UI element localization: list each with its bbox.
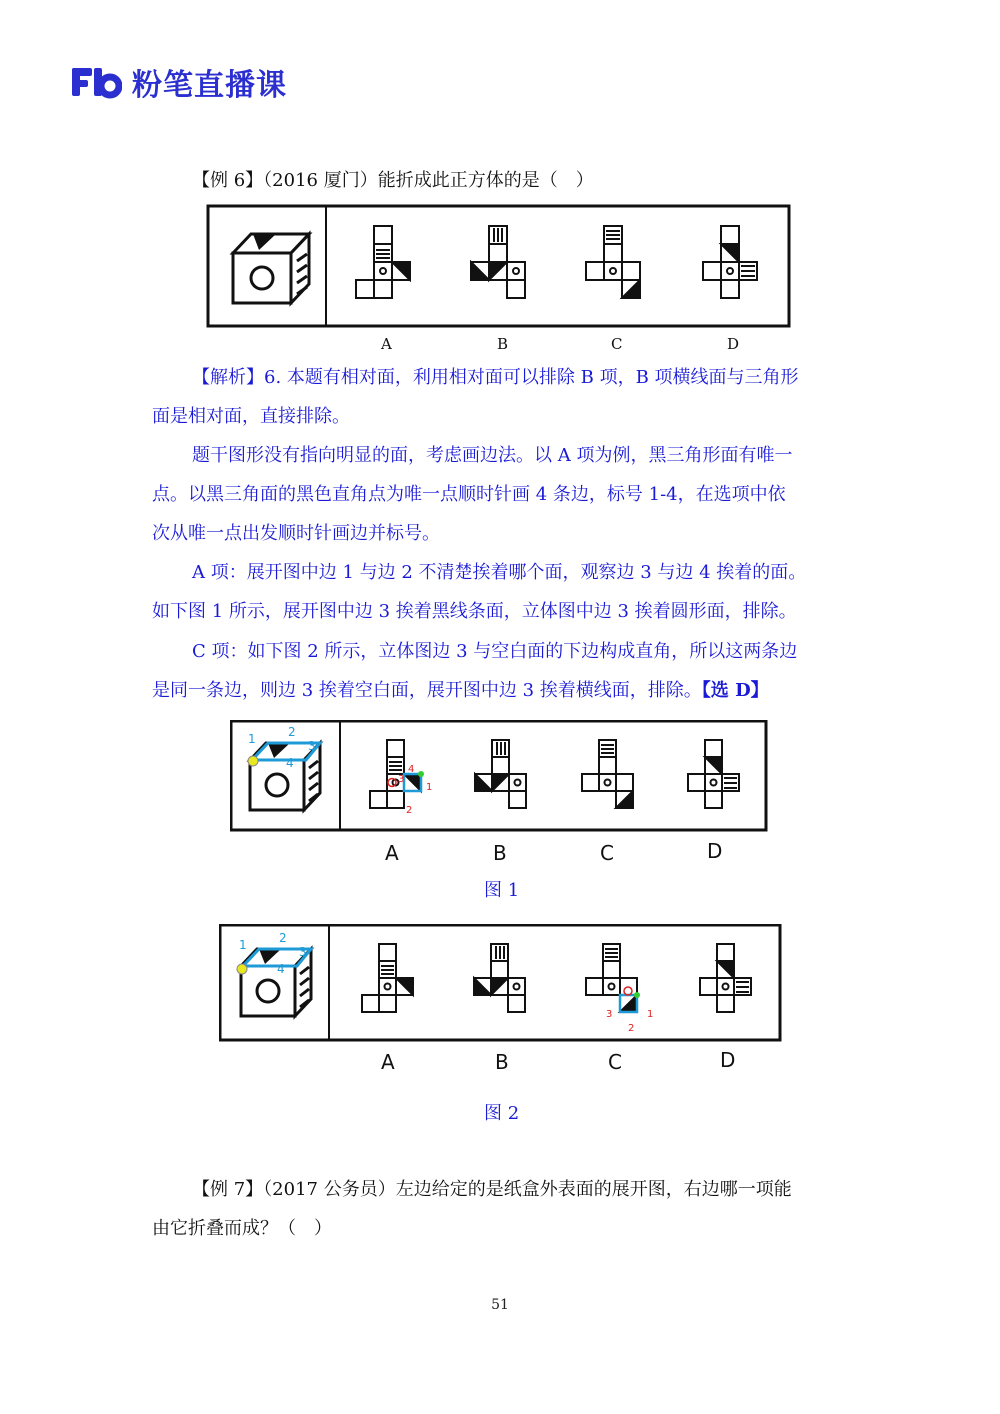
analysis-line-4: 点。以黑三角面的黑色直角点为唯一点顺时针画 4 条边，标号 1-4，在选项中依: [152, 484, 786, 505]
fig1-option-a: A: [385, 841, 399, 865]
svg-text:1: 1: [647, 1009, 654, 1020]
fig2-option-b: B: [495, 1050, 509, 1074]
svg-text:2: 2: [406, 805, 413, 816]
analysis-line-2: 面是相对面，直接排除。: [152, 406, 350, 427]
fig2-edge-3: 3: [299, 945, 307, 959]
figure-1: [230, 720, 770, 874]
fig1-edge-4: 4: [286, 756, 294, 770]
fig2-edge-4: 4: [277, 962, 285, 976]
fig1-option-d: D: [707, 839, 723, 863]
analysis-line-3: 题干图形没有指向明显的面，考虑画边法。以 A 项为例，黑三角形面有唯一: [192, 445, 793, 466]
analysis-line-6: A 项：展开图中边 1 与边 2 不清楚挨着哪个面，观察边 3 与边 4 挨着的面。: [192, 562, 807, 583]
ex6-option-a: A: [381, 335, 392, 353]
fig2-edge-1: 1: [239, 938, 247, 952]
example6-title: 【例 6】（2016 厦门）能折成此正方体的是（ ）: [192, 170, 594, 191]
fig1-option-b: B: [493, 841, 507, 865]
fig1-edge-3: 3: [308, 739, 316, 753]
fb-logo-icon: [70, 64, 122, 100]
analysis-line-7: 如下图 1 所示，展开图中边 3 挨着黑线条面，立体图中边 3 挨着圆形面，排除。: [152, 601, 797, 622]
analysis-line-1: 【解析】6. 本题有相对面，利用相对面可以排除 B 项，B 项横线面与三角形: [192, 367, 799, 388]
analysis-line-9-text: 是同一条边，则边 3 挨着空白面，展开图中边 3 挨着横线面，排除。: [152, 680, 702, 701]
svg-text:2: 2: [628, 1023, 635, 1034]
fig1-edge-1: 1: [248, 732, 256, 746]
logo-text: 粉笔直播课: [132, 68, 287, 103]
fig2-edge-2: 2: [279, 931, 287, 945]
analysis-line-8: C 项：如下图 2 所示，立体图边 3 与空白面的下边构成直角，所以这两条边: [192, 641, 798, 662]
ex6-option-b: B: [497, 335, 509, 353]
analysis-line-9: [152, 679, 769, 703]
fig2-option-d: D: [720, 1048, 736, 1072]
example7-line-2: 由它折叠而成？（ ）: [152, 1218, 332, 1239]
svg-text:4: 4: [408, 764, 415, 775]
fig2-option-a: A: [381, 1050, 395, 1074]
fig1-edge-2: 2: [288, 725, 296, 739]
svg-text:3: 3: [606, 1009, 613, 1020]
page-number: 51: [491, 1297, 509, 1313]
analysis-line-5: 次从唯一点出发顺时针画边并标号。: [152, 523, 440, 544]
brand-logo: [70, 62, 287, 102]
svg-text:3: 3: [398, 774, 405, 785]
ex6-option-c: C: [611, 335, 623, 353]
fig2-option-c: C: [608, 1050, 622, 1074]
figure-2-caption: 图 2: [484, 1103, 520, 1124]
example7-line-1: 【例 7】（2017 公务员）左边给定的是纸盒外表面的展开图，右边哪一项能: [192, 1179, 792, 1200]
figure-1-caption: 图 1: [484, 880, 520, 901]
answer-badge: 【选 D】: [701, 680, 769, 701]
svg-text:1: 1: [426, 782, 433, 793]
ex6-option-d: D: [727, 335, 740, 353]
figure-2: [219, 924, 784, 1088]
fig1-option-c: C: [600, 841, 614, 865]
